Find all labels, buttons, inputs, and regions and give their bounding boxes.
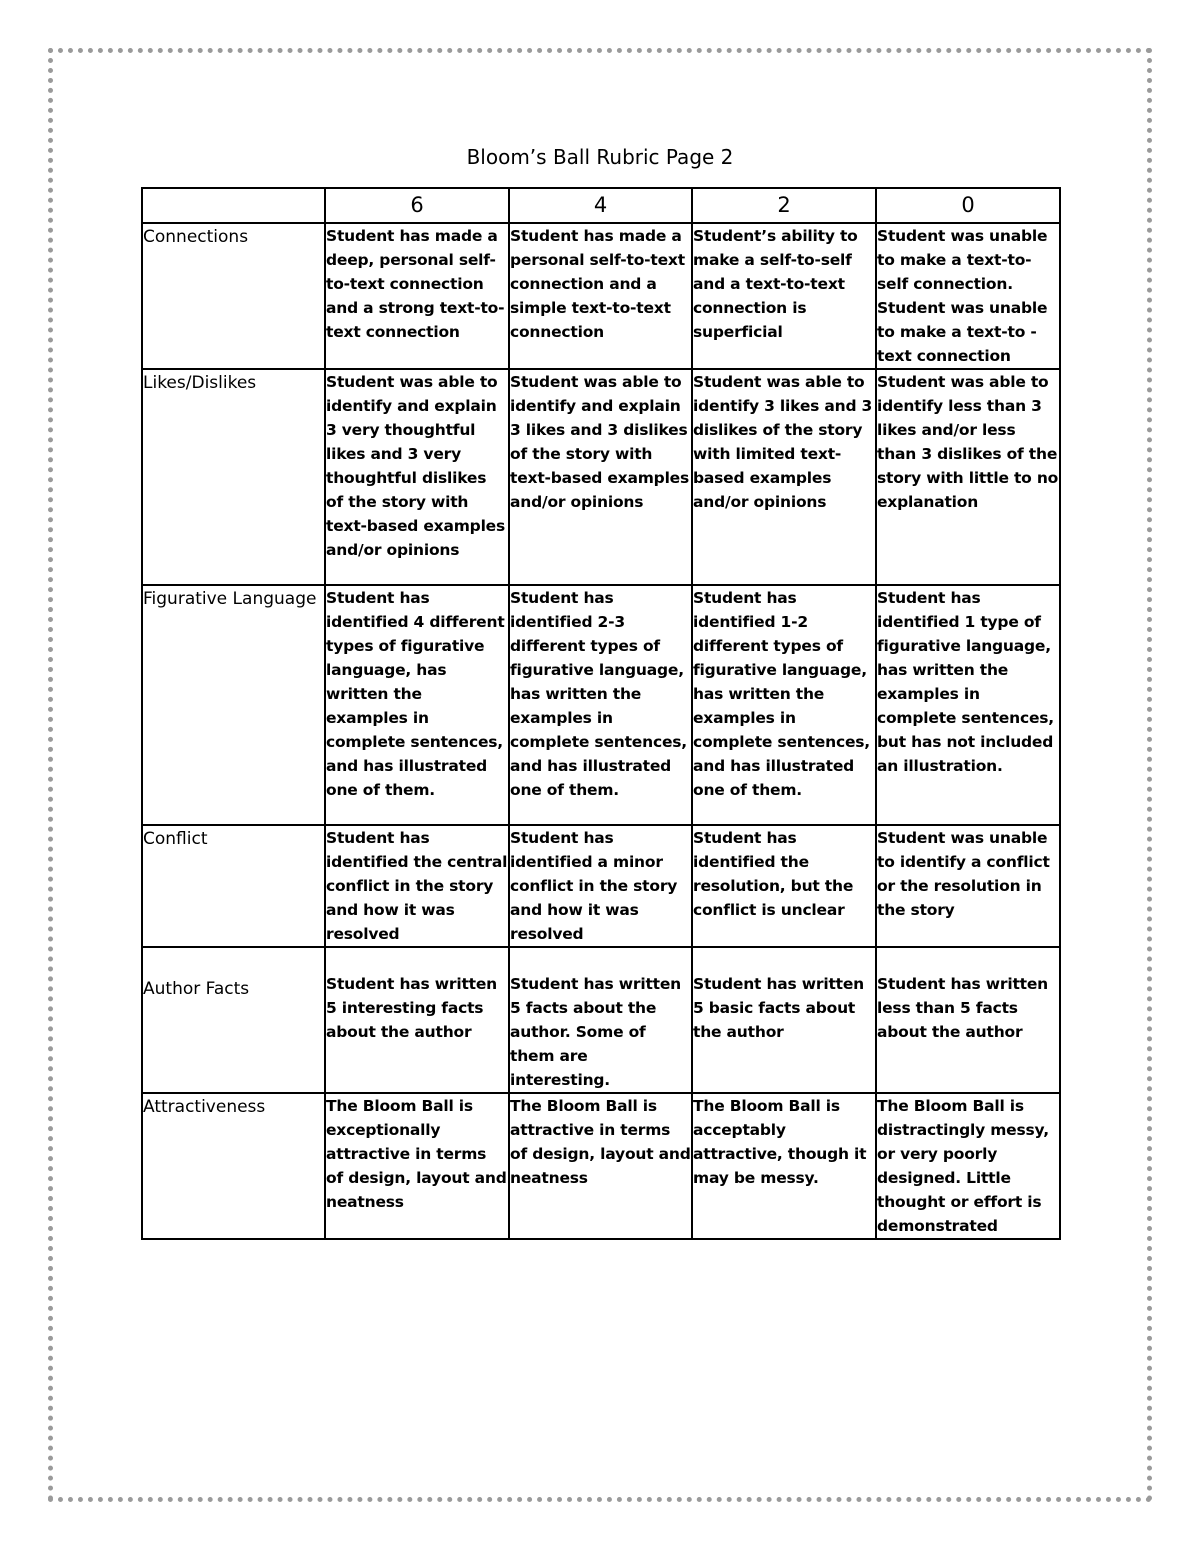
- criterion-cell: Author Facts: [142, 947, 325, 1093]
- header-cell-criteria: [142, 188, 325, 223]
- descriptor-cell: Student has written 5 basic facts about the author: [692, 947, 876, 1093]
- rubric-row: [142, 825, 1060, 947]
- rubric-row: [142, 223, 1060, 369]
- criterion-cell: Likes/Dislikes: [142, 369, 325, 585]
- descriptor-cell: Student was able to identify and explain 3 likes and 3 dislikes of the story with text-based examples and/or opinions: [509, 369, 692, 585]
- descriptor-cell: The Bloom Ball is distractingly messy, or very poorly designed. Little thought or effort is demonstrated: [876, 1093, 1060, 1239]
- header-cell-score-4: 4: [509, 188, 692, 223]
- descriptor-cell: Student was able to identify less than 3 likes and/or less than 3 dislikes of the story with little to no explanation: [876, 369, 1060, 585]
- descriptor-cell: Student was unable to identify a conflict or the resolution in the story: [876, 825, 1060, 947]
- descriptor-cell: Student was able to identify and explain 3 very thoughtful likes and 3 very thoughtful dislikes of the story with text-based examples and/or opinions: [325, 369, 509, 585]
- descriptor-cell: Student has identified 1 type of figurative language, has written the examples in complete sentences, but has not included an illustration.: [876, 585, 1060, 825]
- descriptor-cell: Student has written less than 5 facts about the author: [876, 947, 1060, 1093]
- descriptor-cell: Student has made a deep, personal self-to-text connection and a strong text-to-text connection: [325, 223, 509, 369]
- descriptor-cell: Student has identified 1-2 different types of figurative language, has written the examples in complete sentences, and has illustrated one of them.: [692, 585, 876, 825]
- descriptor-cell: Student has identified 2-3 different types of figurative language, has written the examples in complete sentences, and has illustrated one of them.: [509, 585, 692, 825]
- descriptor-cell: Student has written 5 interesting facts about the author: [325, 947, 509, 1093]
- descriptor-cell: Student has identified 4 different types of figurative language, has written the examples in complete sentences, and has illustrated one of them.: [325, 585, 509, 825]
- rubric-row: [142, 585, 1060, 825]
- descriptor-cell: Student has identified the central conflict in the story and how it was resolved: [325, 825, 509, 947]
- header-row: [142, 188, 1060, 223]
- descriptor-cell: The Bloom Ball is exceptionally attractive in terms of design, layout and neatness: [325, 1093, 509, 1239]
- criterion-cell: Attractiveness: [142, 1093, 325, 1239]
- descriptor-cell: Student was unable to make a text-to-self connection. Student was unable to make a text-to -text connection: [876, 223, 1060, 369]
- descriptor-cell: The Bloom Ball is acceptably attractive, though it may be messy.: [692, 1093, 876, 1239]
- rubric-row: [142, 1093, 1060, 1239]
- criterion-cell: Connections: [142, 223, 325, 369]
- criterion-cell: Conflict: [142, 825, 325, 947]
- descriptor-cell: Student has made a personal self-to-text connection and a simple text-to-text connection: [509, 223, 692, 369]
- descriptor-cell: Student’s ability to make a self-to-self and a text-to-text connection is superficial: [692, 223, 876, 369]
- descriptor-cell: Student was able to identify 3 likes and 3 dislikes of the story with limited text-based examples and/or opinions: [692, 369, 876, 585]
- descriptor-cell: Student has identified a minor conflict in the story and how it was resolved: [509, 825, 692, 947]
- page-title: Bloom’s Ball Rubric Page 2: [466, 145, 734, 169]
- rubric-row: [142, 369, 1060, 585]
- header-cell-score-2: 2: [692, 188, 876, 223]
- descriptor-cell: Student has written 5 facts about the author. Some of them are interesting.: [509, 947, 692, 1093]
- descriptor-cell: The Bloom Ball is attractive in terms of design, layout and neatness: [509, 1093, 692, 1239]
- descriptor-cell: Student has identified the resolution, but the conflict is unclear: [692, 825, 876, 947]
- rubric-row: [142, 947, 1060, 1093]
- rubric-table: [141, 187, 1061, 1240]
- header-cell-score-0: 0: [876, 188, 1060, 223]
- criterion-cell: Figurative Language: [142, 585, 325, 825]
- header-cell-score-6: 6: [325, 188, 509, 223]
